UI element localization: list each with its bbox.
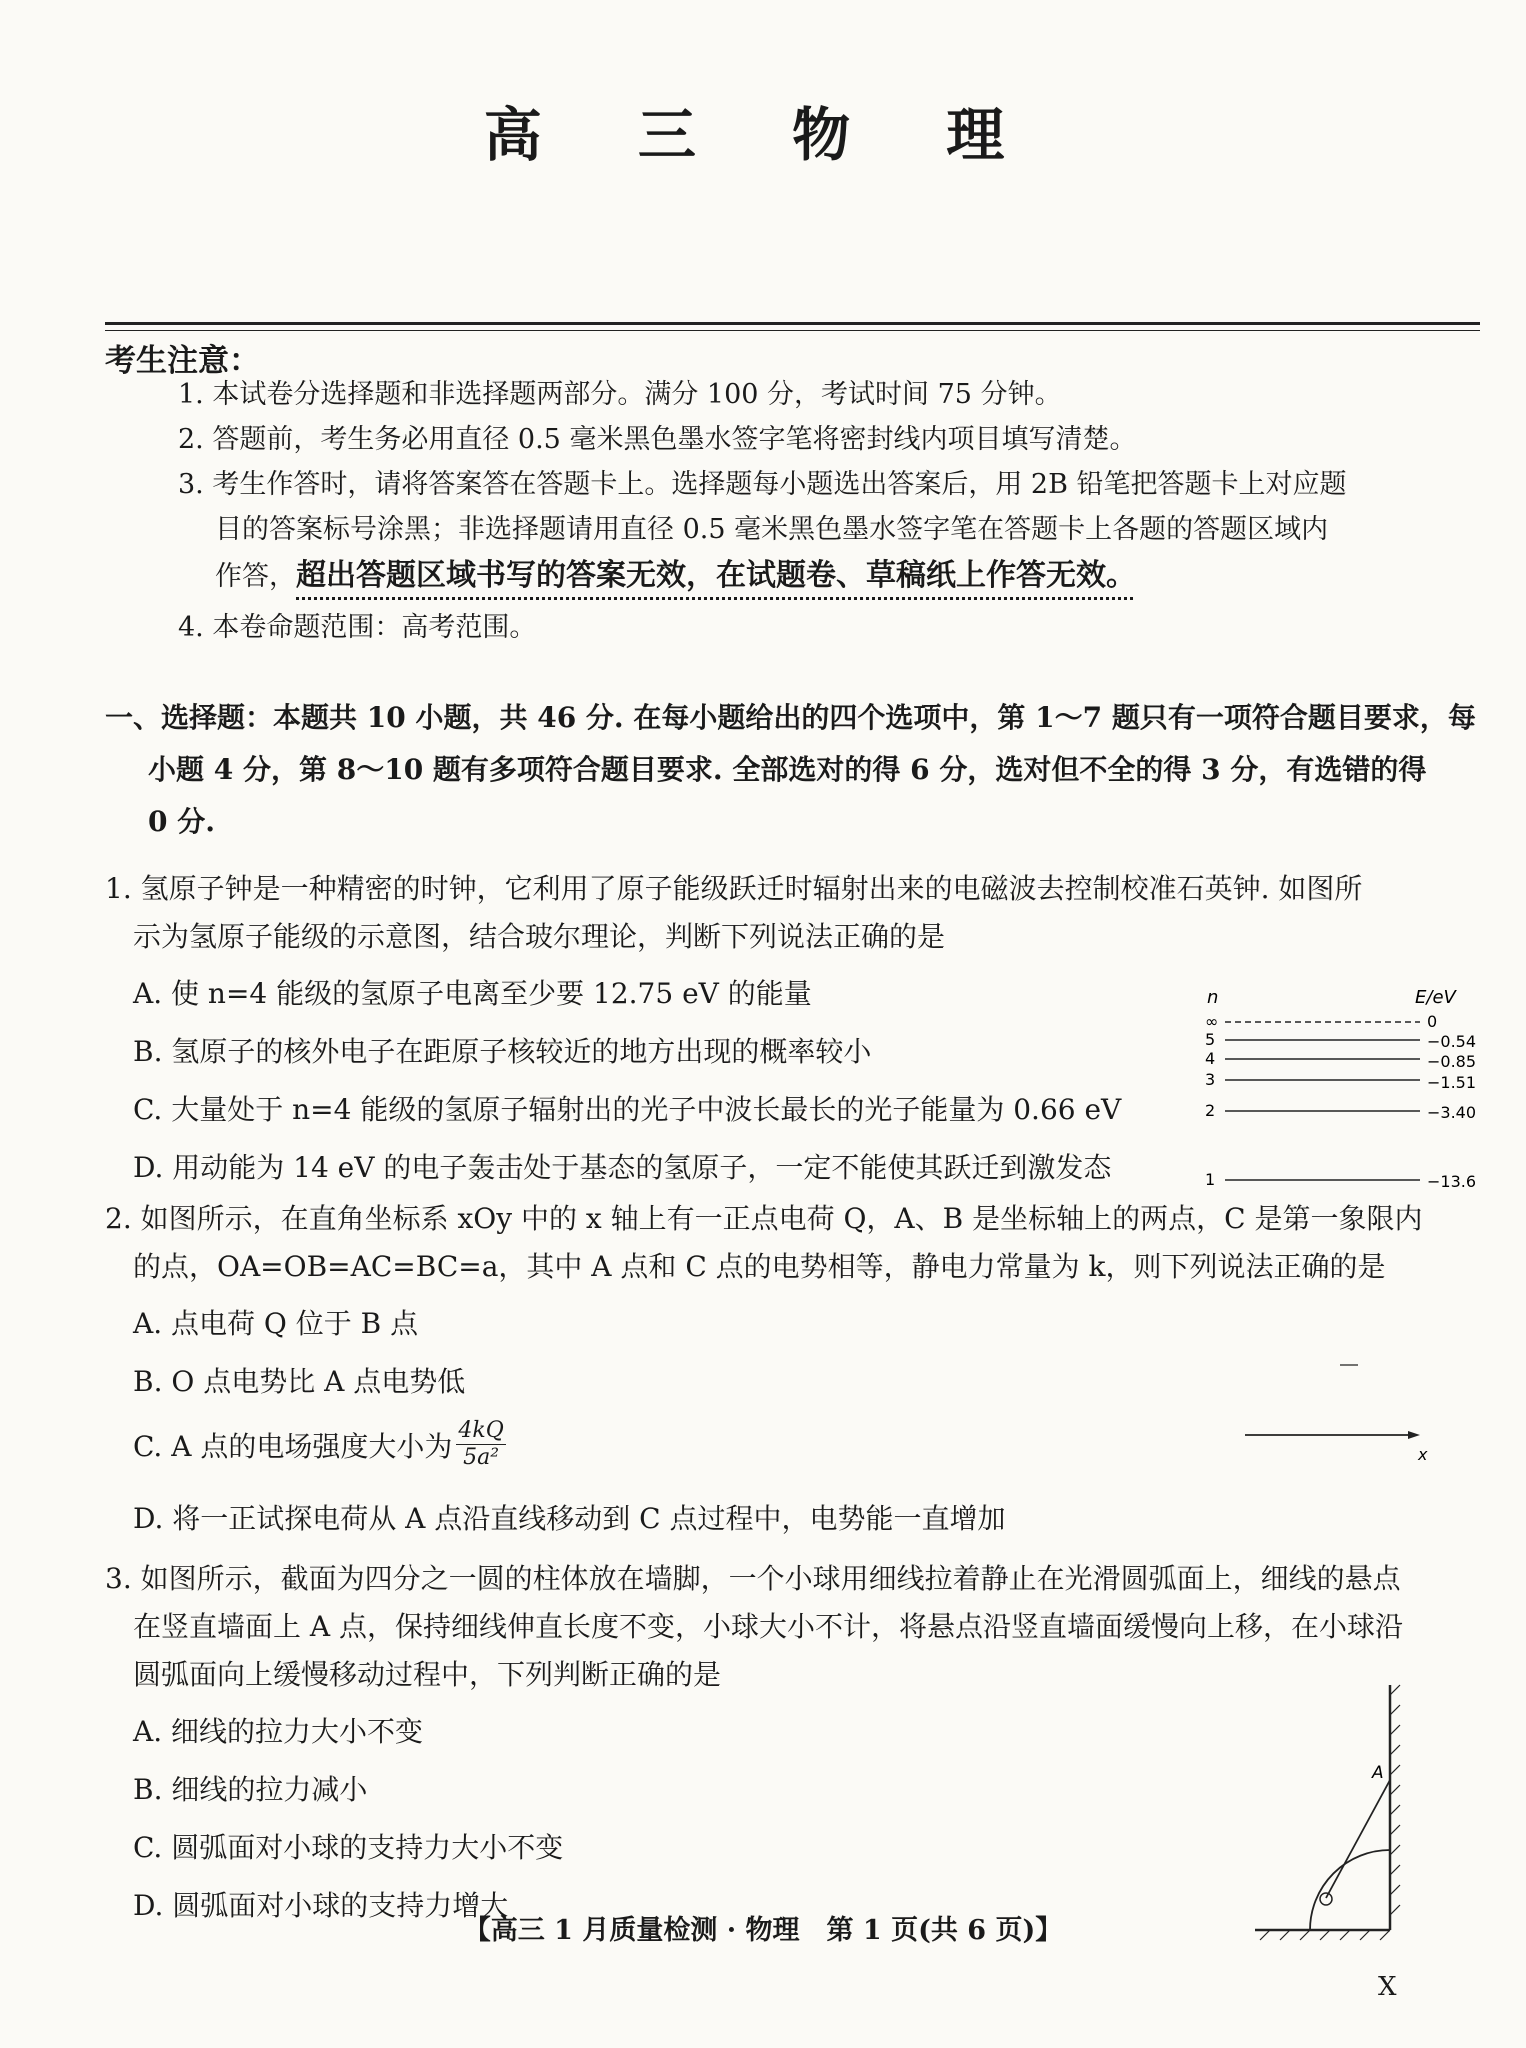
section-heading-3: 0 分. <box>148 805 215 838</box>
section-heading-2: 小题 4 分，第 8～10 题有多项符合题目要求. 全部选对的得 6 分，选对但不全的得 3 分，有选错的得 <box>148 753 1427 786</box>
fraction-denominator: 5a² <box>463 1445 500 1470</box>
level-3 <box>1205 1070 1476 1092</box>
notice-item-2: 2. 答题前，考生务必用直径 0.5 毫米黑色墨水签字笔将密封线内项目填写清楚。 <box>178 424 1137 455</box>
svg-text:−13.6: −13.6 <box>1427 1172 1477 1191</box>
x-axis-label: x <box>1418 1445 1428 1464</box>
notice-emphasis: 超出答题区域书写的答案无效，在试题卷、草稿纸上作答无效。 <box>296 558 1136 593</box>
level-1 <box>1205 1170 1476 1191</box>
q2-option-a: A. 点电荷 Q 位于 B 点 <box>133 1307 419 1340</box>
header-rule <box>105 322 1480 325</box>
svg-text:1: 1 <box>1205 1170 1216 1189</box>
q3-stem-2: 在竖直墙面上 A 点，保持细线伸直长度不变，小球大小不计，将悬点沿竖直墙面缓慢向上移，在小球沿 <box>133 1610 1404 1643</box>
wall-hatching <box>1390 1685 1400 1915</box>
notice-item-3-cont2 <box>215 556 1136 597</box>
level-inf <box>1205 1012 1437 1031</box>
q1-option-c: C. 大量处于 n=4 能级的氢原子辐射出的光子中波长最长的光子能量为 0.66 eV <box>133 1093 1122 1126</box>
svg-text:3: 3 <box>1205 1070 1216 1089</box>
q2-option-b: B. O 点电势比 A 点电势低 <box>133 1365 466 1398</box>
q1-stem-2: 示为氢原子能级的示意图，结合玻尔理论，判断下列说法正确的是 <box>133 920 946 953</box>
notice-item-3: 3. 考生作答时，请将答案答在答题卡上。选择题每小题选出答案后，用 2B 铅笔把答题卡上对应题 <box>178 469 1347 500</box>
level-4 <box>1205 1049 1476 1071</box>
notice-heading: 考生注意： <box>105 343 260 379</box>
svg-text:∞: ∞ <box>1205 1012 1219 1031</box>
svg-text:0: 0 <box>1427 1012 1438 1031</box>
q3-stem-1: 3. 如图所示，截面为四分之一圆的柱体放在墙脚，一个小球用细线拉着静止在光滑圆弧面上，细线的悬点 <box>105 1562 1401 1595</box>
notice-item-3-prefix: 作答， <box>215 561 296 592</box>
coordinate-diagram <box>1240 1360 1440 1470</box>
e-header: E/eV <box>1415 987 1456 1008</box>
x-axis-arrow <box>1408 1431 1420 1439</box>
q3-option-b: B. 细线的拉力减小 <box>133 1773 368 1806</box>
level-2 <box>1205 1101 1476 1122</box>
point-a-label: A <box>1372 1763 1384 1783</box>
q2-option-c-text: C. A 点的电场强度大小为 <box>133 1429 453 1463</box>
q2-option-c <box>133 1418 506 1471</box>
notice-item-1: 1. 本试卷分选择题和非选择题两部分。满分 100 分，考试时间 75 分钟。 <box>178 379 1062 410</box>
q2-stem-1: 2. 如图所示，在直角坐标系 xOy 中的 x 轴上有一正点电荷 Q，A、B 是坐标轴上的两点，C 是第一象限内 <box>105 1202 1423 1235</box>
energy-level-diagram <box>1195 985 1495 1200</box>
page-title: 高 三 物 理 <box>483 101 1043 169</box>
svg-text:−0.85: −0.85 <box>1427 1052 1477 1071</box>
svg-text:5: 5 <box>1205 1030 1216 1049</box>
page-footer: 【高三 1 月质量检测 · 物理 第 1 页(共 6 页)】 <box>463 1915 1063 1946</box>
q3-option-d: D. 圆弧面对小球的支持力增大 <box>133 1889 509 1922</box>
svg-text:−1.51: −1.51 <box>1427 1073 1477 1092</box>
q3-option-a: A. 细线的拉力大小不变 <box>133 1715 424 1748</box>
q1-option-d: D. 用动能为 14 eV 的电子轰击处于基态的氢原子，一定不能使其跃迁到激发态 <box>133 1151 1112 1184</box>
level-5 <box>1205 1030 1476 1051</box>
fraction-numerator: 4kQ <box>458 1418 504 1443</box>
q2-stem-2: 的点，OA=OB=AC=BC=a，其中 A 点和 C 点的电势相等，静电力常量为 k，则下列说法正确的是 <box>133 1250 1386 1283</box>
q1-stem-1: 1. 氢原子钟是一种精密的时钟，它利用了原子能级跃迁时辐射出来的电磁波去控制校准石英钟. 如图所 <box>105 872 1363 905</box>
fraction <box>456 1418 505 1471</box>
ball <box>1320 1893 1332 1905</box>
notice-item-3-cont: 目的答案标号涂黑；非选择题请用直径 0.5 毫米黑色墨水签字笔在答题卡上各题的答题区域内 <box>215 514 1329 545</box>
svg-text:−3.40: −3.40 <box>1427 1103 1477 1122</box>
n-header: n <box>1207 987 1219 1008</box>
svg-text:2: 2 <box>1205 1101 1216 1120</box>
q3-stem-3: 圆弧面向上缓慢移动过程中，下列判断正确的是 <box>133 1658 722 1691</box>
q3-option-c: C. 圆弧面对小球的支持力大小不变 <box>133 1831 564 1864</box>
svg-text:−0.54: −0.54 <box>1427 1032 1477 1051</box>
q2-option-d: D. 将一正试探电荷从 A 点沿直线移动到 C 点过程中，电势能一直增加 <box>133 1502 1006 1535</box>
svg-text:4: 4 <box>1205 1049 1216 1068</box>
notice-item-4: 4. 本卷命题范围：高考范围。 <box>178 612 537 643</box>
q1-option-b: B. 氢原子的核外电子在距原子核较近的地方出现的概率较小 <box>133 1035 872 1068</box>
section-heading-1: 一、选择题：本题共 10 小题，共 46 分. 在每小题给出的四个选项中，第 1～7 题只有一项符合题目要求，每 <box>105 701 1476 734</box>
header-rule-thin <box>105 330 1480 331</box>
q1-option-a: A. 使 n=4 能级的氢原子电离至少要 12.75 eV 的能量 <box>133 977 812 1010</box>
thread <box>1326 1780 1390 1898</box>
corner-mark: X <box>1378 1972 1397 2002</box>
